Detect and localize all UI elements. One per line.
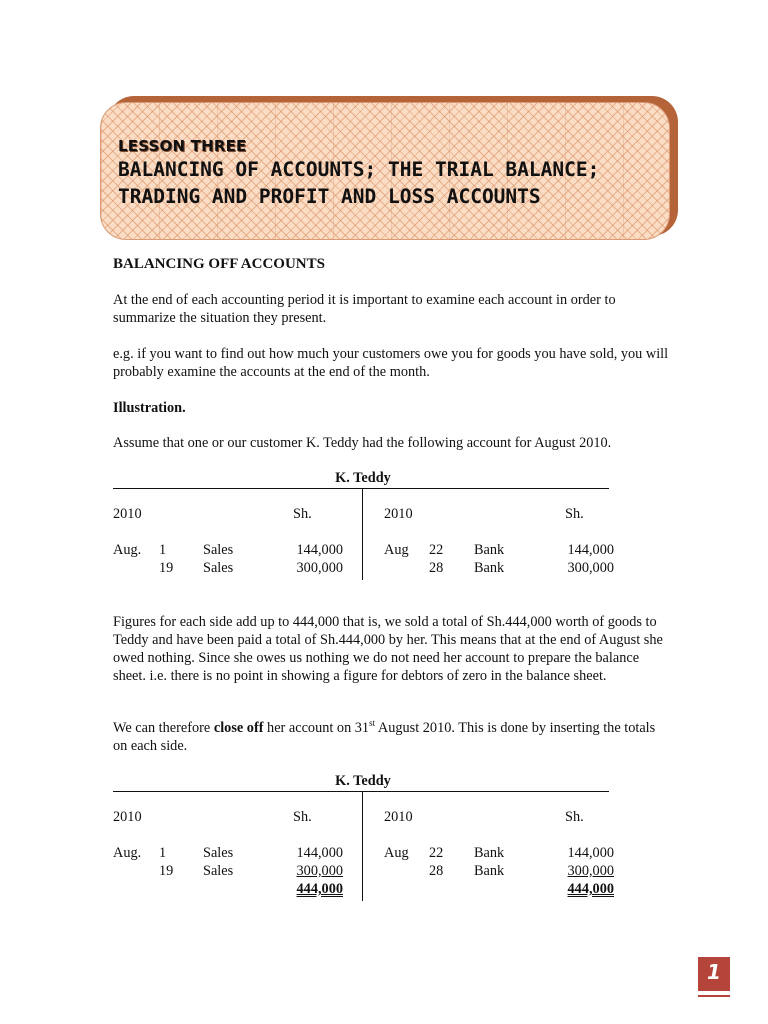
t-account-teddy-2: [113, 773, 613, 898]
left-currency: Sh.: [293, 506, 312, 522]
left-row-desc: Sales: [203, 560, 234, 576]
left-row-day: 19: [159, 560, 174, 576]
page-number-underline: [698, 995, 730, 997]
paragraph-example: e.g. if you want to find out how much your customers owe you for goods you have sold, you will probably examine the accounts at the end of the month.: [113, 346, 669, 380]
date-suffix: st: [369, 718, 376, 729]
lesson-title-line-2: TRADING AND PROFIT AND LOSS ACCOUNTS: [118, 185, 541, 208]
left-total: 444,000: [296, 881, 343, 897]
right-row-day: 22: [429, 542, 444, 558]
right-total: 444,000: [567, 881, 614, 897]
right-row-desc: Bank: [474, 542, 505, 558]
lesson-title-line-1: BALANCING OF ACCOUNTS; THE TRIAL BALANCE;: [118, 158, 600, 181]
close-off-text-3: August 2010. This is done by inserting the totals on each side.: [113, 720, 656, 754]
account-divider: [362, 488, 363, 580]
illustration-label: Illustration.: [113, 400, 186, 416]
right-row-day: 22: [429, 845, 444, 861]
right-row-month: Aug: [384, 845, 409, 861]
left-row-desc: Sales: [203, 845, 234, 861]
right-year: 2010: [384, 809, 413, 825]
left-row-desc: Sales: [203, 542, 234, 558]
right-row-amount: 300,000: [567, 560, 614, 576]
left-row-amount: 144,000: [296, 845, 343, 861]
right-row-amount: 144,000: [567, 845, 614, 861]
lesson-number: LESSON THREE: [118, 137, 247, 155]
right-row-amount: 300,000: [567, 863, 614, 879]
paragraph-close-off: [113, 719, 673, 755]
account-top-rule: [113, 791, 609, 792]
left-row-day: 19: [159, 863, 174, 879]
paragraph-explanation: Figures for each side add up to 444,000 that is, we sold a total of Sh.444,000 worth of goods to Teddy and have been paid a total of Sh.444,000 by her. This means that at the end of August she owed nothing. Since she owes us nothing we do not need her account to prepare the balance sheet. i.e. there is no point in showing a figure for debtors of zero in the balance sheet.: [113, 614, 663, 684]
close-off-text-2: her account on 31: [263, 720, 370, 736]
account-title: K. Teddy: [335, 470, 391, 486]
left-row-desc: Sales: [203, 863, 234, 879]
left-row-month: Aug.: [113, 845, 142, 861]
left-row-amount: 300,000: [296, 863, 343, 879]
account-divider: [362, 791, 363, 901]
left-year: 2010: [113, 506, 142, 522]
lesson-banner: [100, 102, 670, 240]
right-row-amount: 144,000: [567, 542, 614, 558]
paragraph-intro: At the end of each accounting period it is important to examine each account in order to summarize the situation they present.: [113, 292, 616, 326]
right-row-desc: Bank: [474, 863, 505, 879]
left-row-day: 1: [159, 845, 167, 861]
close-off-bold: close off: [213, 720, 264, 736]
right-row-desc: Bank: [474, 845, 505, 861]
right-row-month: Aug: [384, 542, 409, 558]
left-currency: Sh.: [293, 809, 312, 825]
right-row-desc: Bank: [474, 560, 505, 576]
page-number: 1: [698, 957, 730, 991]
left-year: 2010: [113, 809, 142, 825]
left-row-amount: 300,000: [296, 560, 343, 576]
close-off-text-1: We can therefore: [113, 720, 214, 736]
right-currency: Sh.: [565, 809, 584, 825]
right-row-day: 28: [429, 863, 444, 879]
left-row-month: Aug.: [113, 542, 142, 558]
right-row-day: 28: [429, 560, 444, 576]
account-top-rule: [113, 488, 609, 489]
account-title: K. Teddy: [335, 773, 391, 789]
paragraph-assume: Assume that one or our customer K. Teddy had the following account for August 2010.: [113, 435, 612, 451]
right-year: 2010: [384, 506, 413, 522]
left-row-day: 1: [159, 542, 167, 558]
section-heading: BALANCING OFF ACCOUNTS: [113, 256, 325, 272]
t-account-teddy-1: [113, 470, 613, 595]
left-row-amount: 144,000: [296, 542, 343, 558]
right-currency: Sh.: [565, 506, 584, 522]
